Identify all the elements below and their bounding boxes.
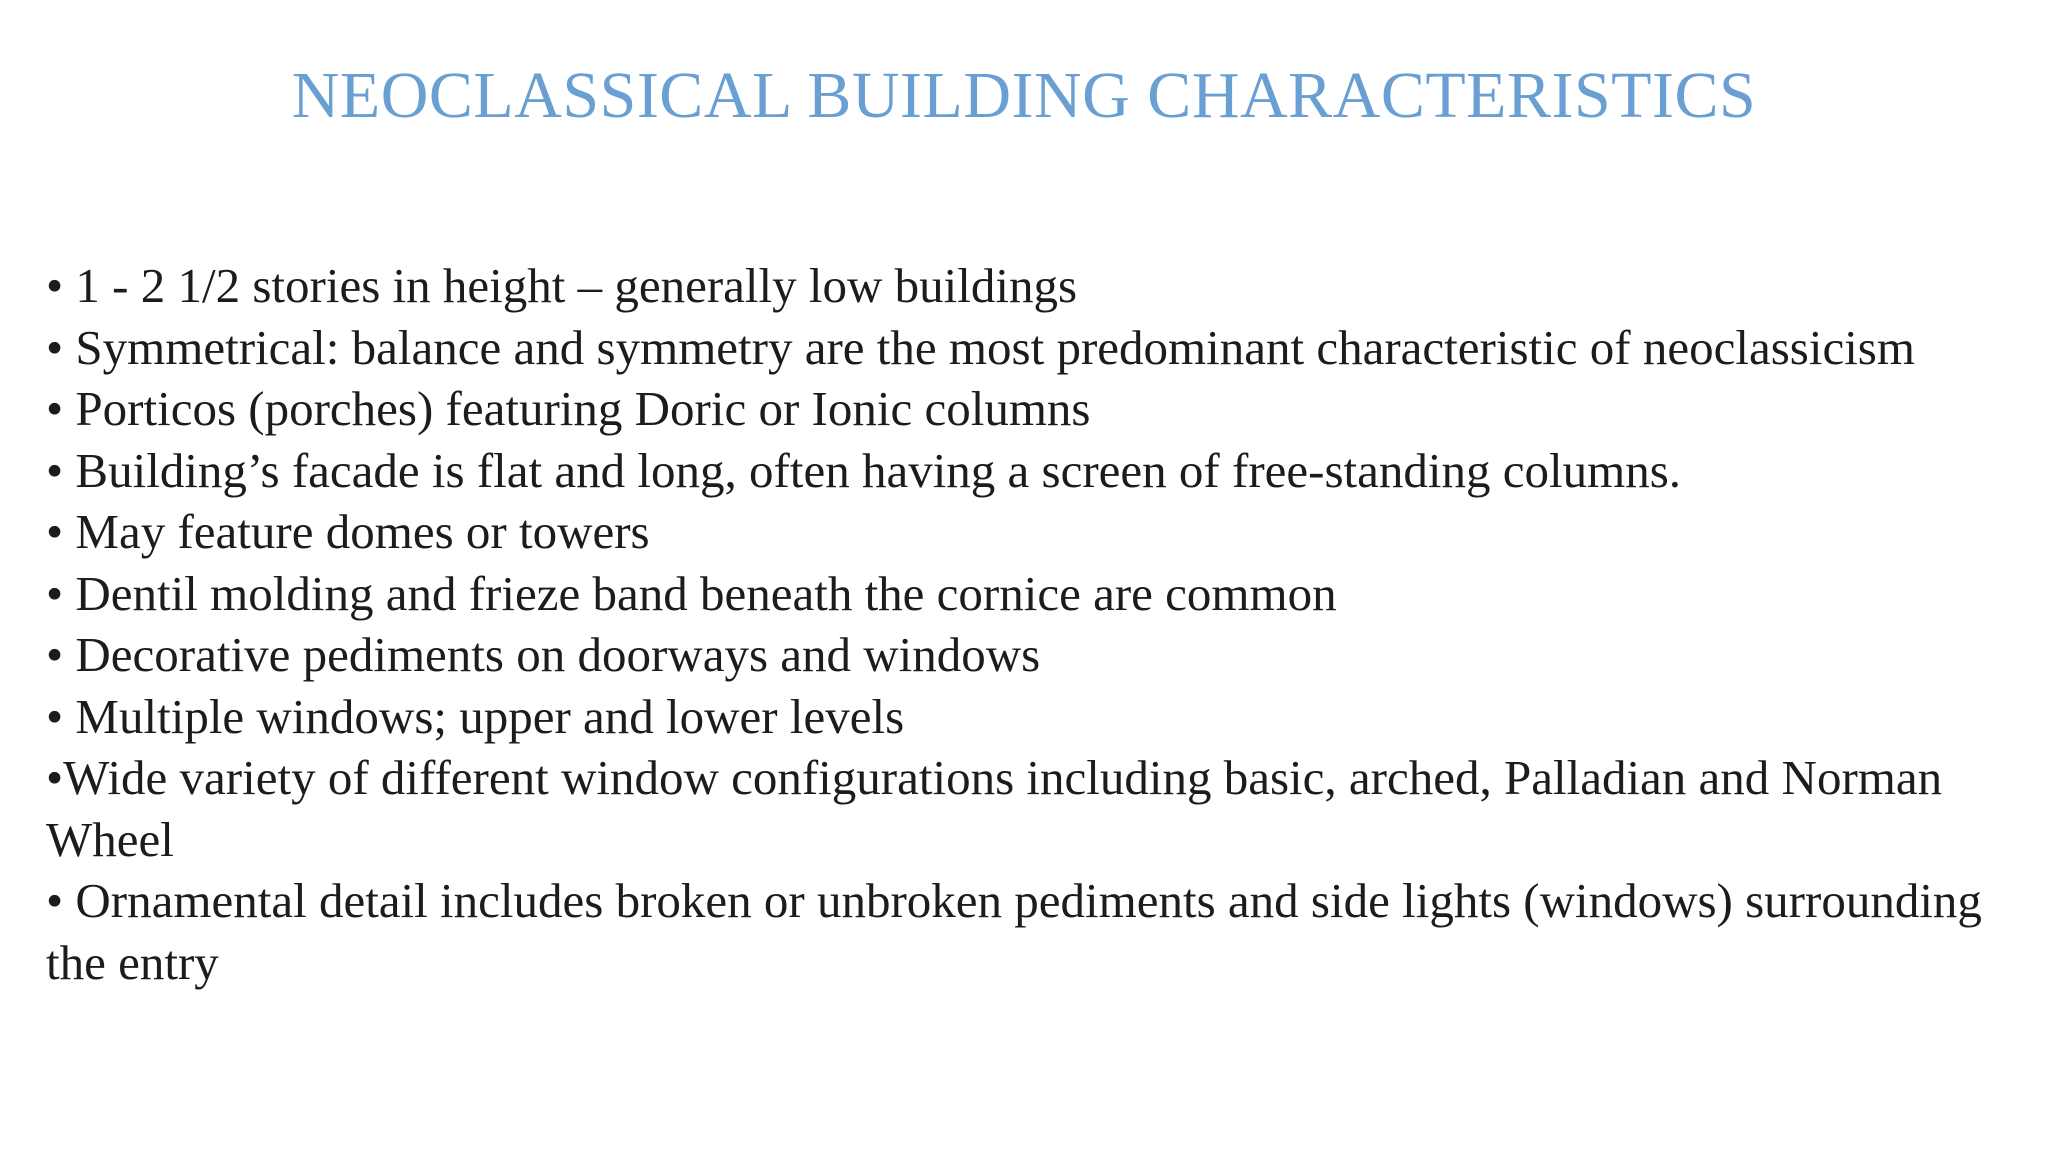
- list-item: • Multiple windows; upper and lower levels: [46, 688, 905, 744]
- list-item: • 1 - 2 1/2 stories in height – generally low buildings: [46, 258, 1078, 313]
- slide-title: NEOCLASSICAL BUILDING CHARACTERISTICS: [291, 59, 1757, 132]
- characteristics-list: [46, 255, 2036, 993]
- list-item: •Wide variety of different window configurations including basic, arched, Palladian and Norman Wheel: [46, 750, 1943, 867]
- list-item: • Decorative pediments on doorways and windows: [46, 627, 1041, 682]
- list-item: • Symmetrical: balance and symmetry are the most predominant characteristic of neoclassicism: [46, 319, 1915, 375]
- list-item: • Dentil molding and frieze band beneath the cornice are common: [46, 565, 1337, 621]
- list-item: • Porticos (porches) featuring Doric or Ionic columns: [46, 381, 1091, 436]
- list-item: • Building’s facade is flat and long, often having a screen of free-standing columns.: [46, 442, 1682, 498]
- list-item: • Ornamental detail includes broken or unbroken pediments and side lights (windows) surrounding the entry: [46, 873, 1982, 990]
- list-item: • May feature domes or towers: [46, 504, 650, 559]
